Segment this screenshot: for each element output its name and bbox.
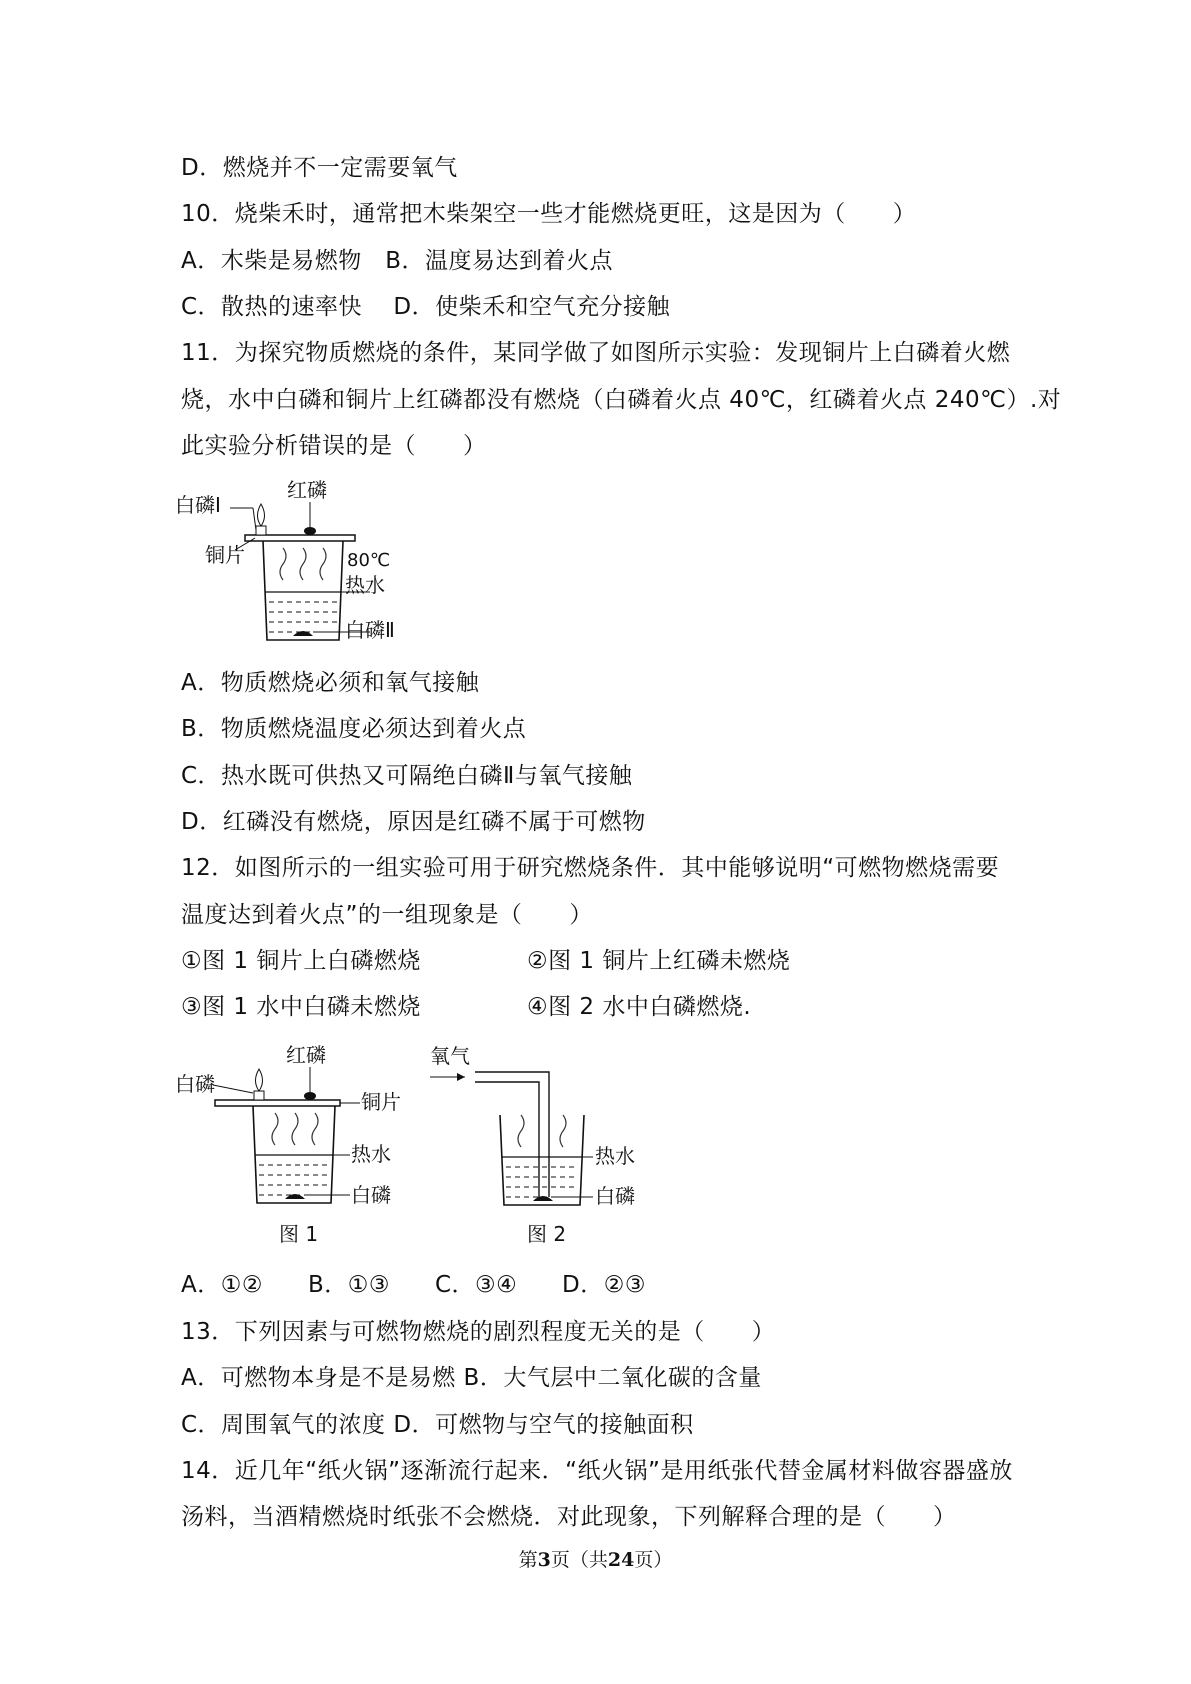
- q11-option-c: C．热水既可供热又可隔绝白磷Ⅱ与氧气接触: [181, 763, 633, 789]
- q11-stem-line1: 11．为探究物质燃烧的条件，某同学做了如图所示实验：发现铜片上白磷着火燃: [181, 340, 1011, 366]
- red-phosphorus: [304, 527, 316, 535]
- copper-plate: [245, 535, 355, 541]
- label-copper: 铜片: [205, 543, 245, 567]
- arrow-head-icon: [457, 1073, 465, 1081]
- q12-item-1: ①图 1 铜片上白磷燃烧: [181, 948, 421, 974]
- label-white-phosphorus: 白磷: [175, 1072, 215, 1096]
- q10-options-cd: C．散热的速率快 D．使柴禾和空气充分接触: [181, 294, 671, 320]
- steam-lines: [272, 1113, 318, 1145]
- label-hot-water: 热水: [345, 573, 385, 597]
- figure-1-caption: 图 1: [279, 1222, 319, 1246]
- label-white-phosphorus-water: 白磷: [351, 1183, 391, 1207]
- q12-figure-1: [175, 1045, 435, 1255]
- label-temperature: 80℃: [347, 550, 391, 571]
- q13-stem: 13．下列因素与可燃物燃烧的剧烈程度无关的是（ ）: [181, 1319, 776, 1345]
- footer-prefix: 第: [518, 1549, 538, 1571]
- q10-options-ab: A．木柴是易燃物 B．温度易达到着火点: [181, 248, 614, 274]
- q11-stem-line3: 此实验分析错误的是（ ）: [181, 433, 487, 459]
- q9-option-d: D．燃烧并不一定需要氧气: [181, 155, 458, 181]
- q12-item-3: ③图 1 水中白磷未燃烧: [181, 994, 421, 1020]
- figure-2-caption: 图 2: [527, 1222, 567, 1246]
- label-white-phosphorus-1: 白磷Ⅰ: [175, 493, 221, 517]
- q11-option-d: D．红磷没有燃烧，原因是红磷不属于可燃物: [181, 809, 646, 835]
- q14-stem-line1: 14．近几年“纸火锅”逐渐流行起来．“纸火锅”是用纸张代替金属材料做容器盛放: [181, 1458, 1013, 1484]
- steam-lines: [280, 548, 326, 580]
- page-footer: [0, 1545, 1191, 1572]
- label-copper: 铜片: [361, 1090, 401, 1114]
- water-dashes: [269, 602, 337, 632]
- q12-option-c: C．③④: [435, 1272, 518, 1298]
- label-white-phosphorus-2: 白磷Ⅱ: [345, 618, 395, 642]
- q11-option-b: B．物质燃烧温度必须达到着火点: [181, 716, 527, 742]
- flame-icon: [256, 1069, 263, 1091]
- q12-stem-line2: 温度达到着火点”的一组现象是（ ）: [181, 902, 593, 928]
- q13-options-ab: A．可燃物本身是不是易燃 B．大气层中二氧化碳的含量: [181, 1365, 762, 1391]
- q12-option-a: A．①②: [181, 1272, 263, 1298]
- red-phosphorus: [304, 1092, 316, 1100]
- label-hot-water: 热水: [351, 1142, 391, 1166]
- steam-lines: [518, 1115, 566, 1147]
- copper-plate: [215, 1100, 340, 1106]
- white-phosphorus: [254, 1091, 264, 1100]
- q14-stem-line2: 汤料，当酒精燃烧时纸张不会燃烧．对此现象，下列解释合理的是（ ）: [181, 1504, 957, 1530]
- water-dashes: [259, 1165, 329, 1195]
- q12-stem-line1: 12．如图所示的一组实验可用于研究燃烧条件．其中能够说明“可燃物燃烧需要: [181, 855, 1000, 881]
- q10-stem: 10．烧柴禾时，通常把木柴架空一些才能燃烧更旺，这是因为（ ）: [181, 201, 917, 227]
- footer-mid: 页（共: [550, 1549, 608, 1571]
- beaker: [500, 1115, 584, 1205]
- q12-figure-2: [425, 1045, 670, 1255]
- white-phosphorus-1: [256, 526, 266, 535]
- water-dashes: [506, 1167, 578, 1197]
- label-red-phosphorus: 红磷: [286, 1045, 326, 1067]
- label-hot-water: 热水: [595, 1144, 635, 1168]
- q12-item-4: ④图 2 水中白磷燃烧.: [527, 994, 752, 1020]
- oxygen-tube: [475, 1072, 549, 1197]
- q12-options: [181, 1270, 646, 1300]
- footer-suffix: 页）: [634, 1549, 673, 1571]
- footer-page-number: 3: [537, 1549, 551, 1571]
- q11-apparatus-figure: [175, 480, 455, 650]
- q12-items-row2: [181, 992, 751, 1022]
- label-oxygen: 氧气: [430, 1045, 470, 1068]
- q12-option-d: D．②③: [562, 1272, 646, 1298]
- q11-option-a: A．物质燃烧必须和氧气接触: [181, 670, 480, 696]
- beaker: [263, 541, 343, 640]
- q13-options-cd: C．周围氧气的浓度 D．可燃物与空气的接触面积: [181, 1412, 694, 1438]
- label-red-phosphorus: 红磷: [287, 480, 327, 502]
- q12-option-b: B．①③: [308, 1272, 391, 1298]
- flame-icon: [258, 504, 265, 526]
- footer-total-pages: 24: [607, 1549, 635, 1571]
- q12-item-2: ②图 1 铜片上红磷未燃烧: [527, 948, 791, 974]
- label-white-phosphorus: 白磷: [595, 1184, 635, 1208]
- q12-items-row1: [181, 946, 790, 976]
- q11-stem-line2: 烧，水中白磷和铜片上红磷都没有燃烧（白磷着火点 40℃，红磷着火点 240℃）.对: [181, 387, 1062, 413]
